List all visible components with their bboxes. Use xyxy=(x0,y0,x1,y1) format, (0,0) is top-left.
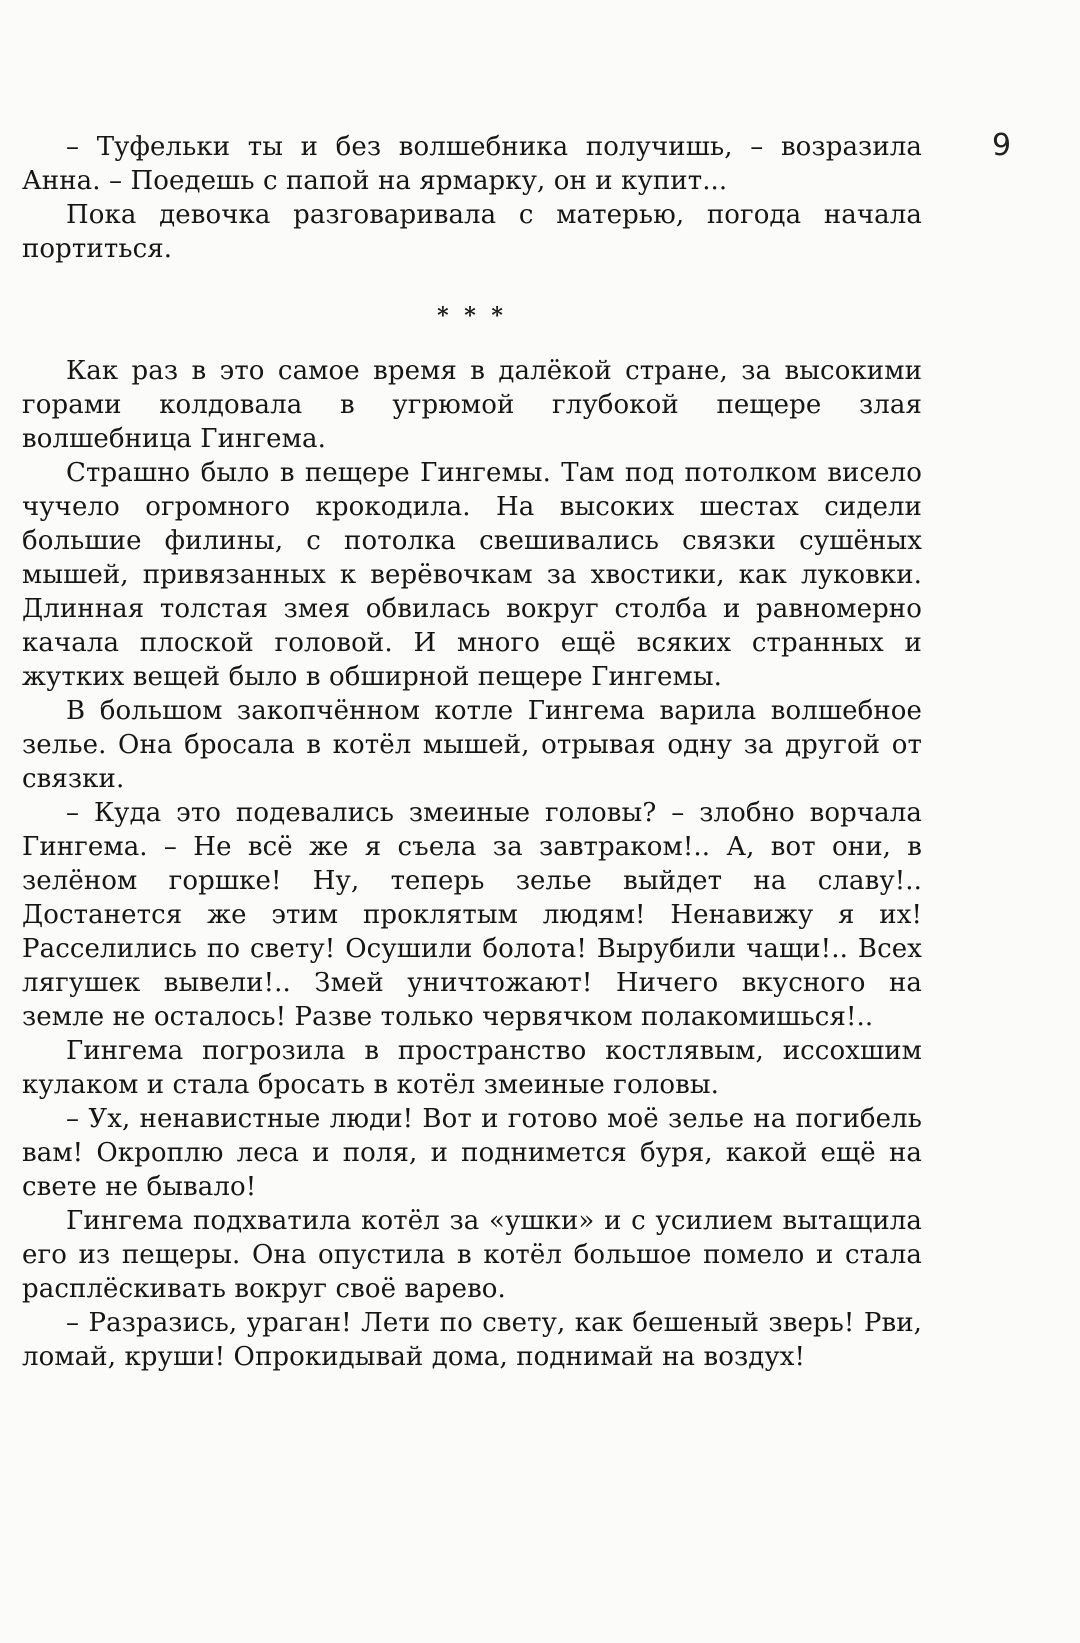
paragraph: Страшно было в пещере Гингемы. Там под потолком висело чучело огромного крокодила. На высоких шестах сидели большие филины, с потолка свешивались связки сушёных мышей, привязанных к верёвочкам за хвостики, как луковки. Длинная толстая змея обвилась вокруг столба и равномерно качала плоской головой. И много ещё всяких странных и жутких вещей было в обширной пещере Гингемы. xyxy=(22,458,922,692)
paragraph: Как раз в это самое время в далёкой стране, за высокими горами колдовала в угрюмой глубокой пещере злая волшебница Гингема. xyxy=(22,356,922,454)
paragraph: – Ух, ненавистные люди! Вот и готово моё зелье на погибель вам! Окроплю леса и поля, и поднимется буря, какой ещё на свете не бывало! xyxy=(22,1104,922,1202)
paragraph: Гингема подхватила котёл за «ушки» и с усилием вытащила его из пещеры. Она опустила в котёл большое помело и стала расплёскивать вокруг своё варево. xyxy=(22,1206,922,1304)
section-separator: * * * xyxy=(437,303,507,329)
paragraph: В большом закопчённом котле Гингема варила волшебное зелье. Она бросала в котёл мышей, отрывая одну за другой от связки. xyxy=(22,696,922,794)
body-text xyxy=(22,130,922,1374)
paragraph: Гингема погрозила в пространство костлявым, иссохшим кулаком и стала бросать в котёл змеиные головы. xyxy=(22,1036,922,1100)
paragraph: – Разразись, ураган! Лети по свету, как бешеный зверь! Рви, ломай, круши! Опрокидывай дома, поднимай на воздух! xyxy=(22,1308,922,1372)
paragraph: – Куда это подевались змеиные головы? – злобно ворчала Гингема. – Не всё же я съела за завтраком!.. А, вот они, в зелёном горшке! Ну, теперь зелье выйдет на славу!.. Достанется же этим проклятым людям! Ненавижу я их! Расселились по свету! Осушили болота! Вырубили чащи!.. Всех лягушек вывели!.. Змей уничтожают! Ничего вкусного на земле не осталось! Разве только червячком полакомишься!.. xyxy=(22,798,922,1032)
page-number: 9 xyxy=(992,128,1012,163)
paragraph: Пока девочка разговаривала с матерью, погода начала портиться. xyxy=(22,200,922,264)
paragraph: – Туфельки ты и без волшебника получишь, – возразила Анна. – Поедешь с папой на ярмарку, он и купит... xyxy=(22,132,922,196)
